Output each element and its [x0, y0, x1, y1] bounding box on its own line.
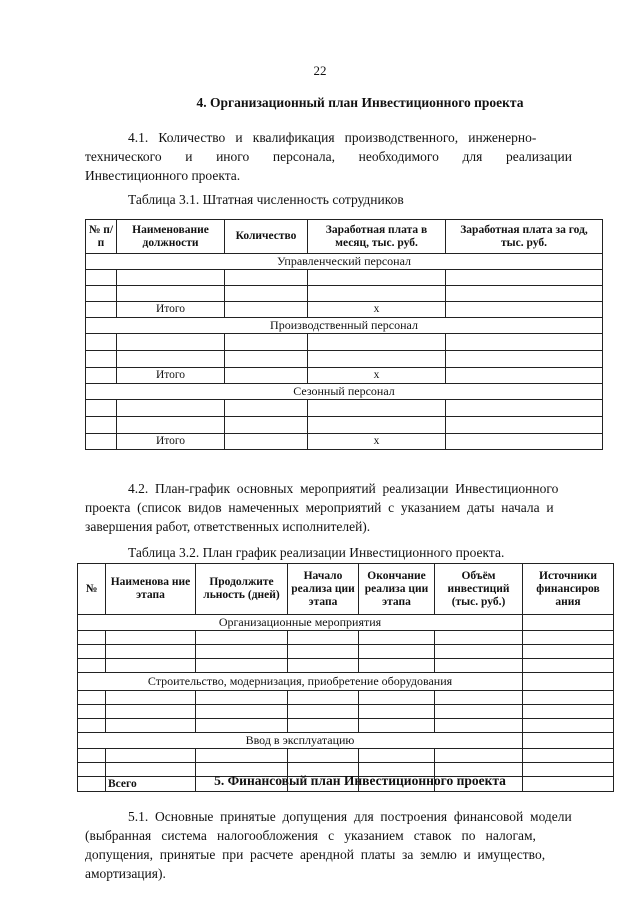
- col-header-number: №: [78, 564, 106, 615]
- paragraph-line: амортизация).: [85, 866, 166, 881]
- col-header-quantity: Количество: [225, 220, 308, 254]
- table-3-2-caption: Таблица 3.2. План график реализации Инвестиционного проекта.: [128, 545, 505, 560]
- paragraph-5-1: [85, 807, 590, 883]
- table-row: [86, 351, 603, 368]
- table-row: [78, 691, 614, 705]
- total-row: [86, 302, 603, 318]
- table-row: [78, 631, 614, 645]
- col-header-number: № п/п: [86, 220, 117, 254]
- paragraph-line: 5.1. Основные принятые допущения для построения финансовой модели: [128, 809, 572, 824]
- table-row: [78, 705, 614, 719]
- section-row: [86, 254, 603, 270]
- paragraph-line: Инвестиционного проекта.: [85, 168, 241, 183]
- col-header-duration: Продолжите льность (дней): [196, 564, 288, 615]
- table-row: [78, 749, 614, 763]
- paragraph-line: (выбранная система налогообложения с указанием ставок по налогам,: [85, 828, 536, 843]
- page-number: 22: [313, 63, 327, 78]
- section-5-heading: 5. Финансовый план Инвестиционного проекта: [214, 773, 506, 788]
- x-mark: x: [308, 434, 446, 450]
- x-mark: x: [308, 302, 446, 318]
- paragraph-line: 4.1. Количество и квалификация производственного, инженерно-: [128, 130, 537, 145]
- col-header-funding-sources: Источники финансиров ания: [523, 564, 614, 615]
- table-row: [86, 286, 603, 302]
- paragraph-4-2: [85, 479, 590, 536]
- table-row: [86, 417, 603, 434]
- paragraph-line: технического и иного персонала, необходимого для реализации: [85, 149, 572, 164]
- paragraph-line: 4.2. План-график основных мероприятий реализации Инвестиционного: [128, 481, 559, 496]
- table-header-row: [86, 220, 603, 254]
- col-header-investment: Объём инвестиций (тыс. руб.): [435, 564, 523, 615]
- table-row: [86, 334, 603, 351]
- x-mark: x: [308, 368, 446, 384]
- total-label: Итого: [117, 434, 225, 450]
- col-header-stage-name: Наименова ние этапа: [106, 564, 196, 615]
- section-row: [86, 318, 603, 334]
- section-row: [86, 384, 603, 400]
- section-4-heading: 4. Организационный план Инвестиционного проекта: [196, 95, 524, 110]
- table-row: [86, 400, 603, 417]
- section-title: Организационные мероприятия: [78, 615, 523, 631]
- paragraph-line: завершения работ, ответственных исполнителей).: [85, 519, 371, 534]
- table-row: [78, 659, 614, 673]
- section-title: Строительство, модернизация, приобретение оборудования: [78, 673, 523, 691]
- table-3-1: [85, 219, 603, 450]
- total-label: Итого: [117, 302, 225, 318]
- total-row: [86, 434, 603, 450]
- paragraph-4-1: [85, 128, 590, 185]
- table-row: [86, 270, 603, 286]
- col-header-annual-salary: Заработная плата за год, тыс. руб.: [446, 220, 603, 254]
- total-row: [86, 368, 603, 384]
- col-header-start: Начало реализа ции этапа: [288, 564, 359, 615]
- section-title: Управленческий персонал: [86, 254, 603, 270]
- section-row: [78, 733, 614, 749]
- col-header-position: Наименование должности: [117, 220, 225, 254]
- table-3-2: [77, 563, 614, 792]
- total-label: Итого: [117, 368, 225, 384]
- table-3-1-caption: Таблица 3.1. Штатная численность сотрудников: [128, 192, 404, 207]
- section-title: Производственный персонал: [86, 318, 603, 334]
- paragraph-line: проекта (список видов намеченных мероприятий с указанием даты начала и: [85, 500, 554, 515]
- table-header-row: [78, 564, 614, 615]
- paragraph-line: допущения, принятые при расчете арендной платы за землю и имущество,: [85, 847, 546, 862]
- table-row: [78, 645, 614, 659]
- section-title: Ввод в эксплуатацию: [78, 733, 523, 749]
- section-row: [78, 673, 614, 691]
- col-header-monthly-salary: Заработная плата в месяц, тыс. руб.: [308, 220, 446, 254]
- total-label: Всего: [106, 777, 196, 792]
- section-row: [78, 615, 614, 631]
- col-header-end: Окончание реализа ции этапа: [359, 564, 435, 615]
- section-title: Сезонный персонал: [86, 384, 603, 400]
- table-row: [78, 719, 614, 733]
